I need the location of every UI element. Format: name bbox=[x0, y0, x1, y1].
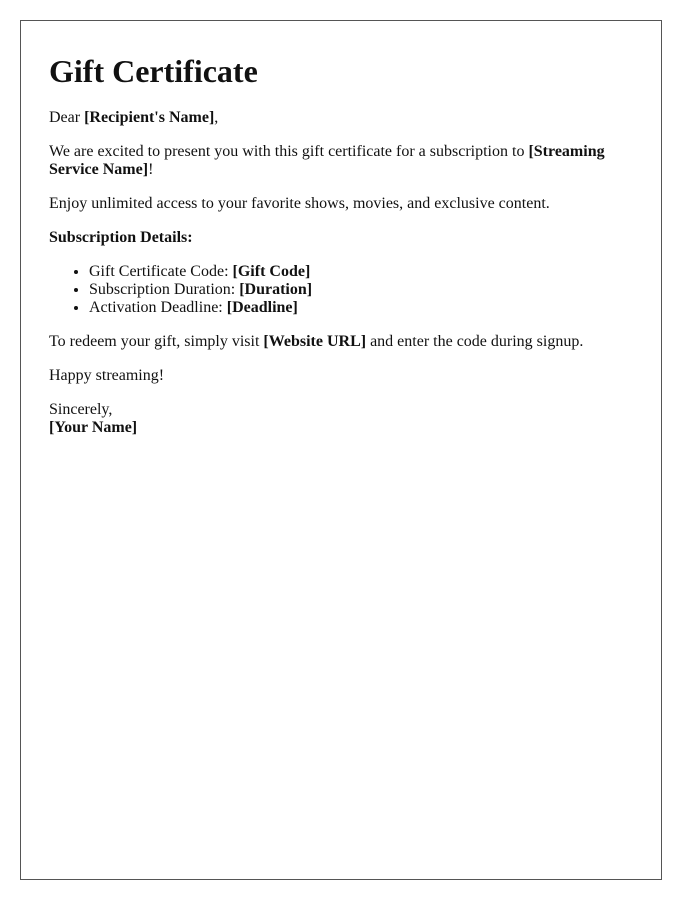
detail-item-deadline bbox=[89, 299, 633, 317]
detail-value: [Deadline] bbox=[226, 299, 298, 316]
redeem-prefix: To redeem your gift, simply visit bbox=[49, 333, 264, 350]
enjoy-paragraph: Enjoy unlimited access to your favorite shows, movies, and exclusive content. bbox=[49, 195, 550, 212]
intro-paragraph bbox=[49, 143, 633, 179]
greeting-suffix: , bbox=[214, 109, 219, 126]
detail-label: Subscription Duration: bbox=[89, 281, 240, 298]
intro-text: We are excited to present you with this gift certificate for a subscription to bbox=[49, 143, 529, 160]
details-list bbox=[49, 263, 633, 317]
intro-suffix: ! bbox=[148, 161, 154, 178]
closing-line: Happy streaming! bbox=[49, 367, 165, 384]
detail-item-gift-code bbox=[89, 263, 633, 281]
website-url: [Website URL] bbox=[263, 333, 367, 350]
details-heading bbox=[49, 229, 633, 247]
signoff-block bbox=[49, 401, 633, 437]
streaming-service-name: [Streaming Service Name] bbox=[49, 143, 605, 178]
certificate-title: Gift Certificate bbox=[49, 53, 258, 89]
gift-certificate-document bbox=[20, 20, 662, 880]
greeting-line bbox=[49, 109, 633, 127]
redeem-paragraph bbox=[49, 333, 633, 351]
detail-label: Activation Deadline: bbox=[89, 299, 227, 316]
greeting-prefix: Dear bbox=[49, 109, 85, 126]
details-heading-text: Subscription Details: bbox=[49, 229, 193, 246]
recipient-name: [Recipient's Name] bbox=[84, 109, 215, 126]
detail-value: [Gift Code] bbox=[232, 263, 311, 280]
signoff-word: Sincerely, bbox=[49, 401, 113, 418]
detail-item-duration bbox=[89, 281, 633, 299]
detail-value: [Duration] bbox=[239, 281, 313, 298]
redeem-suffix: and enter the code during signup. bbox=[366, 333, 584, 350]
detail-label: Gift Certificate Code: bbox=[89, 263, 233, 280]
sender-name: [Your Name] bbox=[49, 419, 138, 436]
